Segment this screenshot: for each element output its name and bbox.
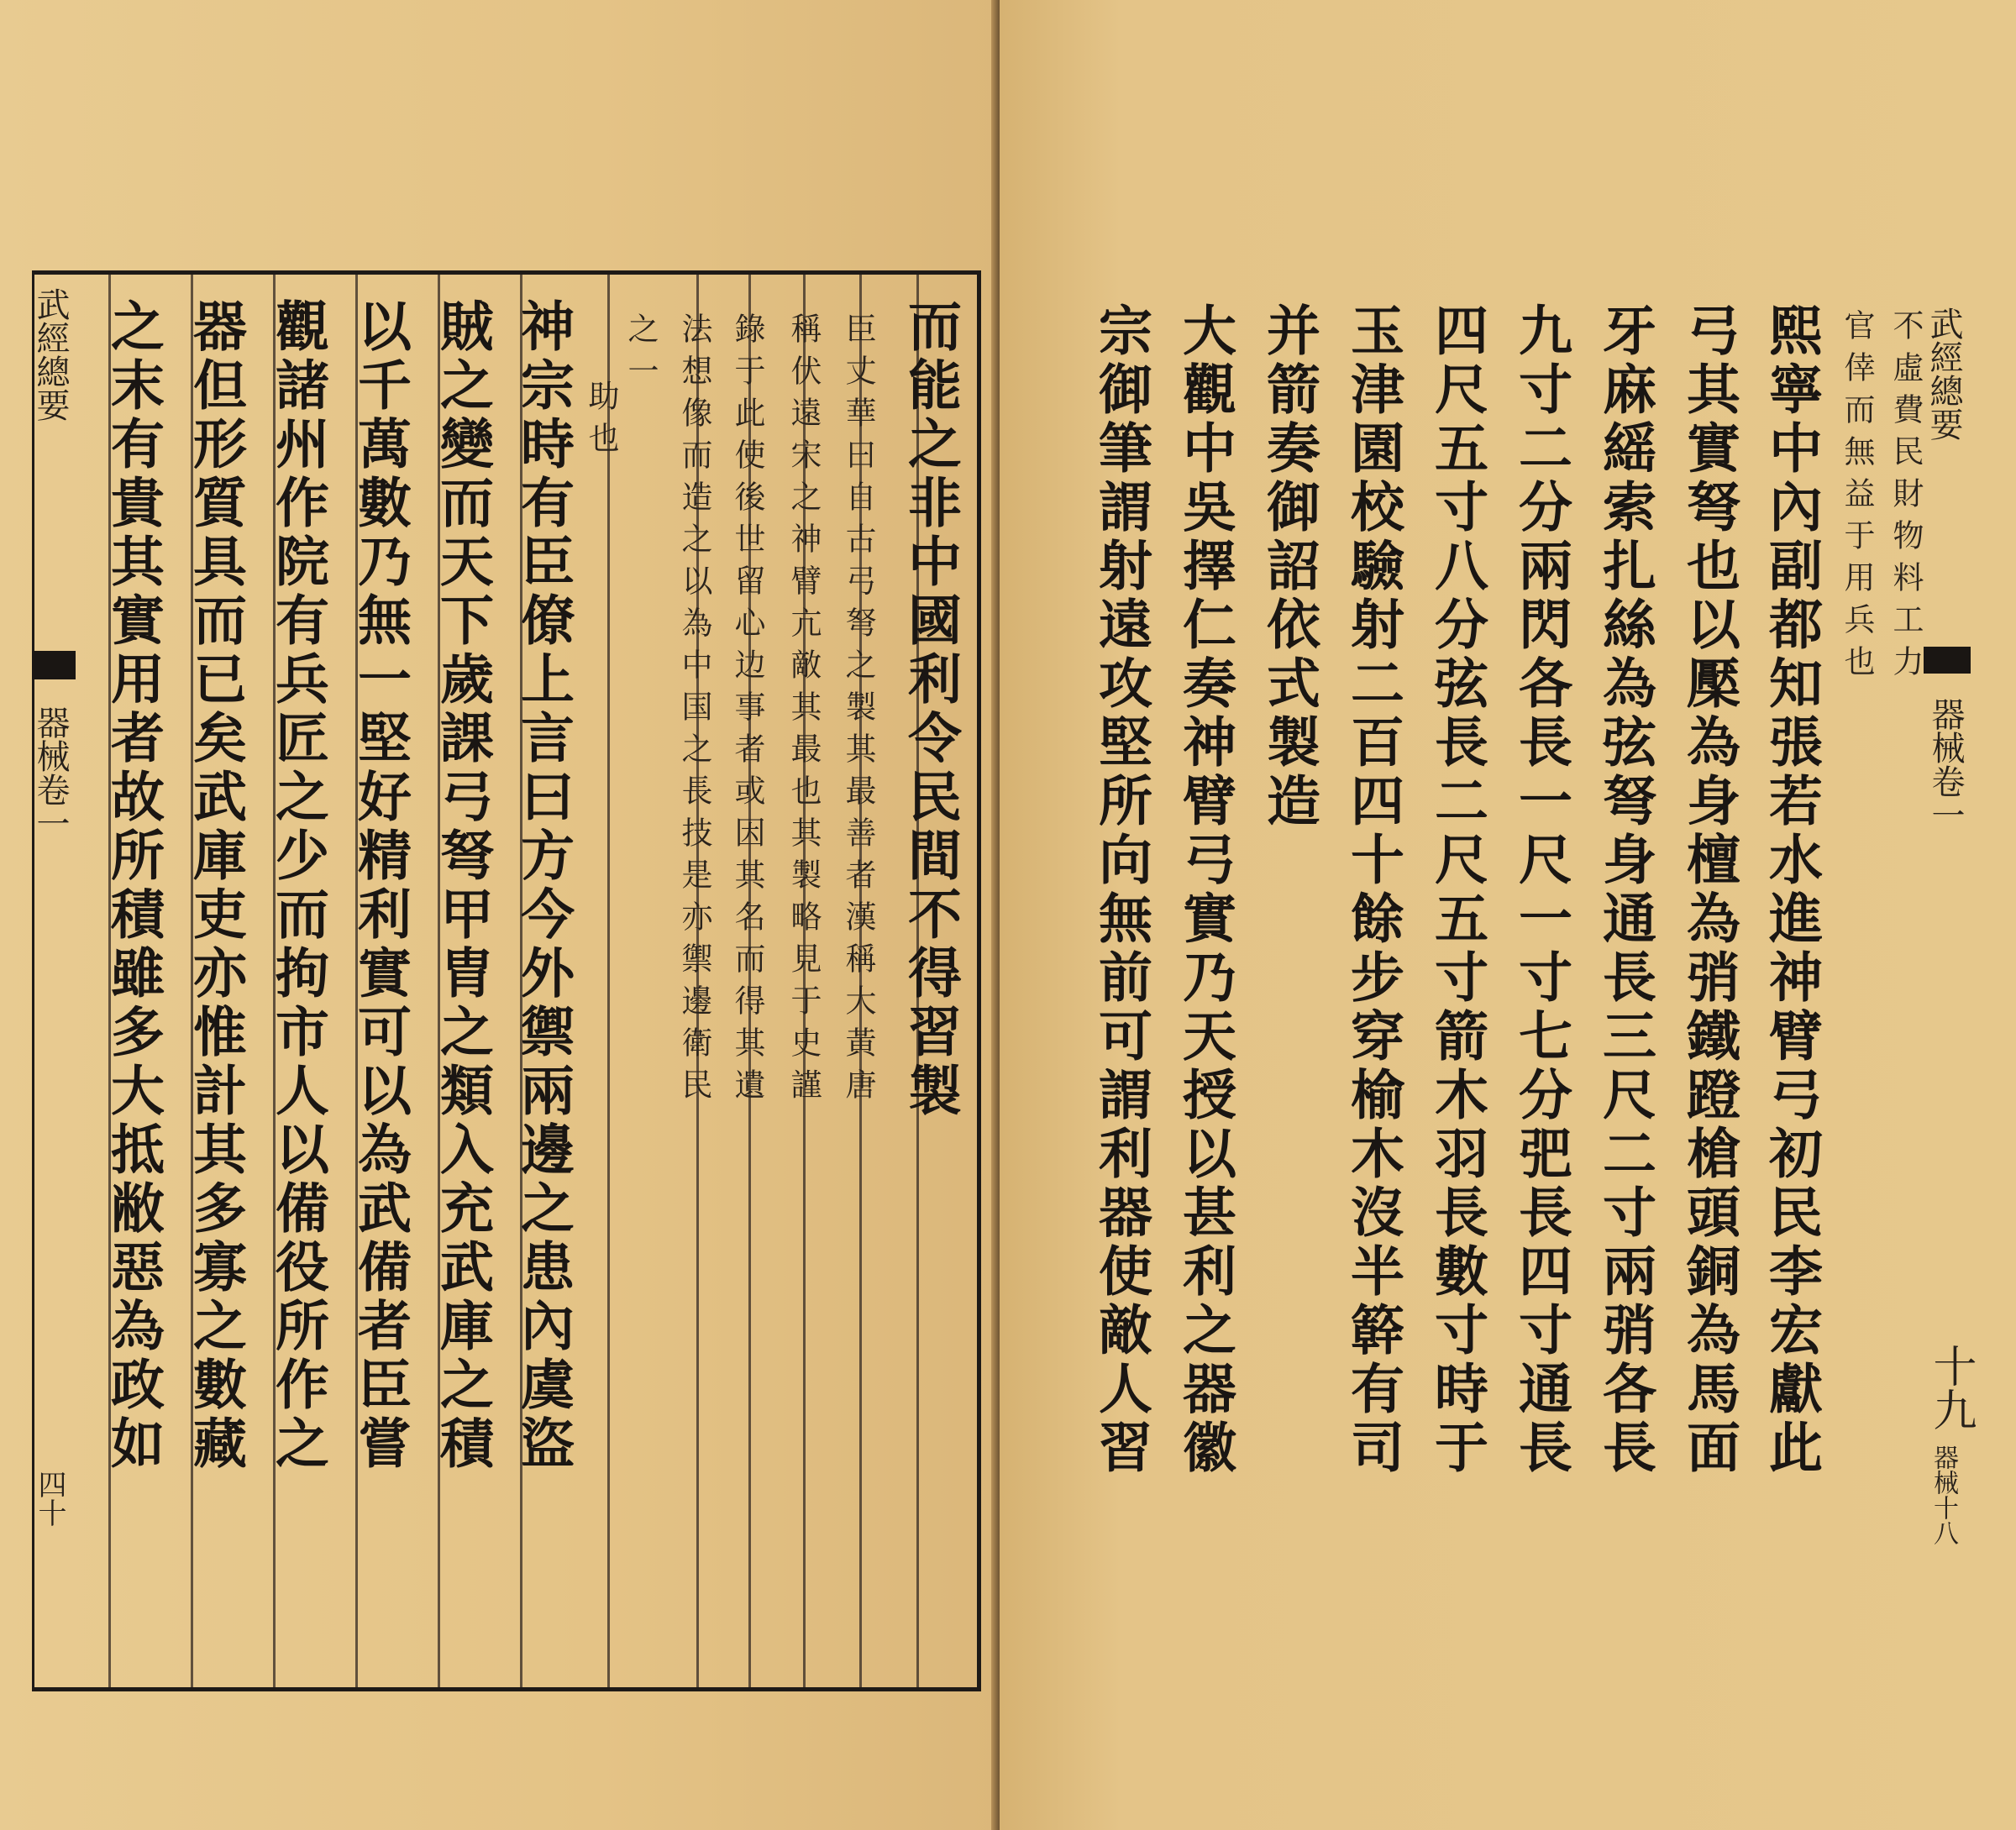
text-column: 九寸二分兩閃各長一尺一寸七分弝長四寸通長 — [1509, 302, 1572, 1478]
margin-page-number: 十九 — [1925, 1344, 1976, 1431]
margin-page-number: 四十 — [33, 1470, 66, 1527]
margin-chapter: 器械卷一 — [1926, 697, 1965, 831]
commentary-column: 臣丈華曰自古弓弩之製其最善者漢稱大黃唐 — [840, 312, 876, 1110]
margin-footer: 器械十八 — [1929, 1445, 1958, 1545]
commentary-column: 助也 — [583, 380, 619, 464]
text-column: 而能之非中國利令民間不得習製 — [899, 298, 962, 1121]
left-page-frame — [32, 270, 981, 1691]
margin-title: 武經總要 — [1924, 307, 1963, 441]
text-column: 牙麻䌊索扎絲為弦弩身通長三尺二寸兩弰各長 — [1593, 302, 1656, 1478]
text-column: 大觀中吳擇仁奏神臂弓實乃天授以甚利之器徽 — [1173, 302, 1236, 1478]
commentary-column: 法想像而造之以為中国之長技是亦禦邊衛民 — [676, 312, 712, 1110]
commentary-column: 官倖而無益于用兵也 — [1839, 309, 1875, 687]
margin-title: 武經總要 — [31, 287, 70, 422]
text-column: 器但形質具而已矣武庫吏亦惟計其多寡之數藏 — [184, 298, 247, 1474]
fishtail-mark — [32, 651, 76, 679]
fishtail-mark — [1924, 647, 1971, 674]
text-column: 觀諸州作院有兵匠之少而拘市人以備役所作之 — [266, 298, 329, 1474]
text-column: 賊之變而天下歲課弓弩甲胄之類入充武庫之積 — [431, 298, 494, 1474]
commentary-column: 稱伏遠宋之神臂亢敵其最也其製略見于史謹 — [785, 312, 822, 1110]
commentary-column: 錄于此使後世留心边事者或因其名而得其遺 — [729, 312, 765, 1110]
margin-chapter: 器械卷一 — [31, 705, 70, 840]
text-column: 并箭奏御詔依式製造 — [1257, 302, 1320, 831]
text-column: 玉津園校驗射二百四十餘步穿榆木沒半簳有司 — [1341, 302, 1404, 1478]
text-column: 神宗時有臣僚上言曰方今外禦兩邊之患內虞盜 — [512, 298, 575, 1474]
text-column: 弓其實弩也以檿為身檀為弰鐵蹬槍頭銅為馬面 — [1677, 302, 1740, 1478]
column-rule — [607, 275, 610, 1687]
commentary-column: 之一 — [622, 312, 659, 396]
text-column: 宗御筆謂射遠攻堅所向無前可謂利器使敵人習 — [1089, 302, 1152, 1478]
commentary-column: 不虛費民財物料工力 — [1887, 309, 1924, 687]
text-column: 以千萬數乃無一堅好精利實可以為武備者臣嘗 — [349, 298, 412, 1474]
left-page — [0, 0, 998, 1830]
text-column: 熙寧中內副都知張若水進神臂弓初民李宏獻此 — [1760, 302, 1823, 1478]
text-column: 四尺五寸八分弦長二尺五寸箭木羽長數寸時于 — [1425, 302, 1488, 1478]
text-column: 之末有貴其實用者故所積雖多大抵敝惡為政如 — [102, 298, 165, 1474]
right-page — [1000, 0, 2016, 1830]
